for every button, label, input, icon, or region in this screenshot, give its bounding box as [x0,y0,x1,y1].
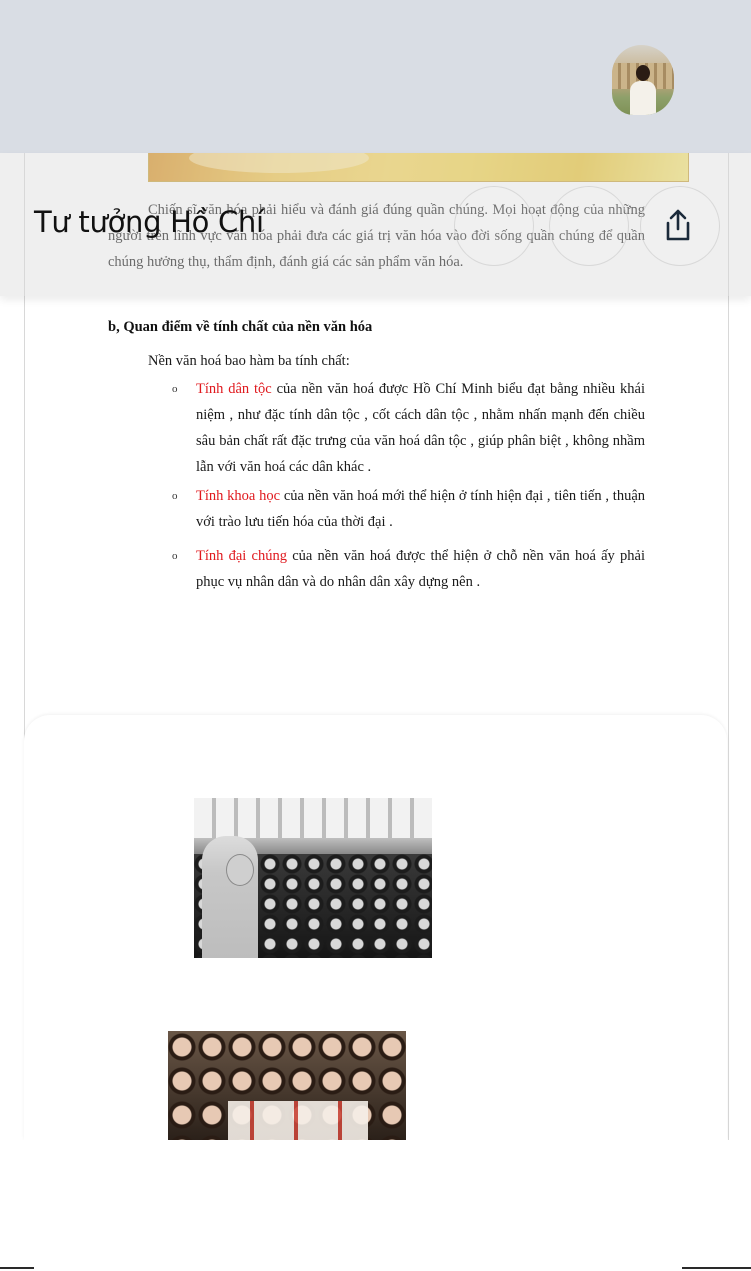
bottom-area [0,1140,751,1271]
list-item-text: của nền văn hoá mới thể hiện ở tính hiện đại , tiên tiến , thuận với trào lưu tiến hóa của thời đại . [196,488,646,530]
list-item [172,376,645,480]
share-button[interactable] [655,202,701,248]
photo-leader-with-children [168,1031,406,1141]
photo-leader-figure [202,836,258,958]
list-item-term: Tính khoa học [196,488,281,504]
intro-paragraph: Chiến sĩ văn hóa phải hiểu và đánh giá đúng quần chúng. Mọi hoạt động của những người trên lĩnh vực văn hóa phải đưa các giá trị văn hóa vào đời sống quần chúng để quần chúng hưởng thụ, thẩm định, đánh giá các sản phẩm văn hóa. [108,202,645,270]
list-item-text: của nền văn hoá được thể hiện ở chỗ nền văn hoá ấy phải phục vụ nhân dân và do nhân dân xây dựng nên . [196,548,645,590]
section-lead: Nền văn hoá bao hàm ba tính chất: [148,353,350,369]
document-title: Tư tưởng Hồ Chí [34,205,264,239]
list-item-term: Tính đại chúng [196,548,287,564]
bullet-circle-icon: o [172,490,178,502]
bullet-circle-icon: o [172,550,178,562]
photo-wall [194,798,432,838]
photo-leader-with-crowd [194,798,432,958]
property-list [172,376,645,598]
hidden-action-button[interactable] [549,186,629,266]
section-title: b, Quan điểm về tính chất của nền văn hóa [108,319,373,335]
photo-leader-head [226,854,254,886]
avatar-person-body [630,81,656,115]
hidden-action-button[interactable] [454,186,534,266]
bullet-circle-icon: o [172,383,178,395]
share-icon [663,208,693,242]
photo-shirts [228,1101,368,1141]
bottom-left-divider [0,1267,34,1269]
avatar[interactable] [612,45,674,115]
list-item [172,543,645,595]
list-item-text: của nền văn hoá được Hồ Chí Minh biểu đạt bằng nhiều khái niệm , như đặc tính dân tộc , cốt cách dân tộc , nhằm nhấn mạnh đến chiều sâu bản chất rất đặc trưng của văn hoá dân tộc , giúp phân biệt , không nhầm lẫn với văn hoá các dân khác . [196,381,645,475]
bottom-right-divider [682,1267,751,1269]
list-item [172,483,645,535]
list-item-term: Tính dân tộc [196,381,272,397]
avatar-person-head [636,65,650,81]
